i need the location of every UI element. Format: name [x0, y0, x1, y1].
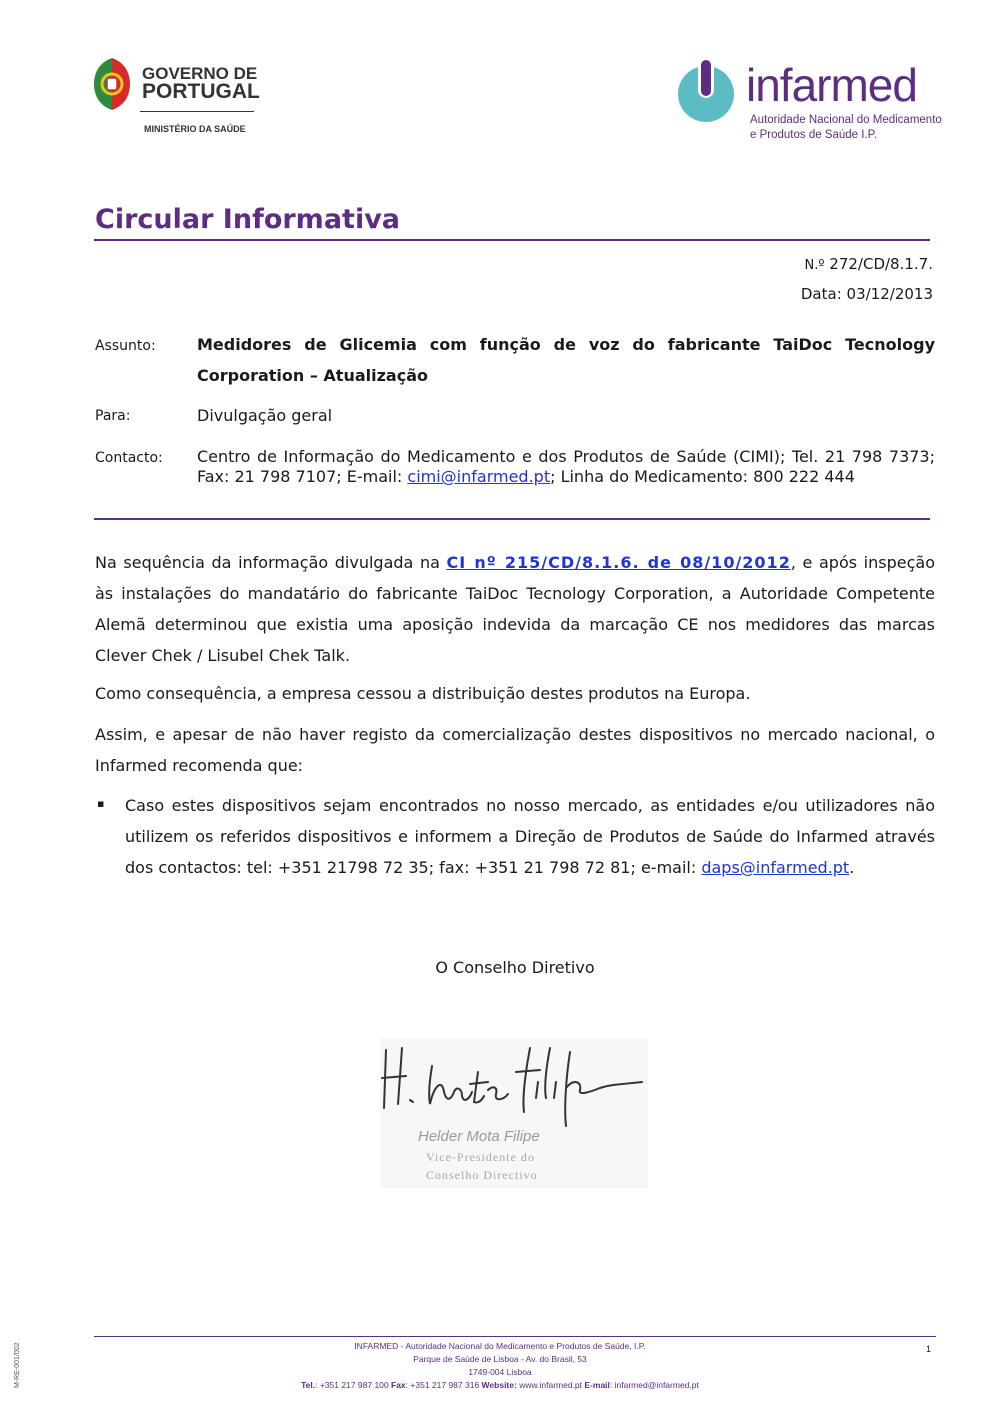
portugal-flag-icon — [92, 56, 132, 112]
assunto-line1: Medidores de Glicemia com função de voz do fabricante TaiDoc Tecnology — [197, 335, 935, 354]
footer-tel: : +351 217 987 100 — [315, 1380, 392, 1390]
footer-line1: INFARMED - Autoridade Nacional do Medicamento e Produtos de Saúde, I.P. — [354, 1341, 646, 1351]
contacto-text2: ; Linha do Medicamento: 800 222 444 — [550, 467, 855, 486]
number-value: 272/CD/8.1.7. — [829, 255, 933, 273]
assunto-line2: Corporation – Atualização — [197, 366, 428, 385]
date-value: 03/12/2013 — [846, 285, 933, 303]
gov-logo-line2: PORTUGAL — [142, 80, 260, 103]
footer-email-label: E-mail — [584, 1380, 610, 1390]
gov-logo-divider — [140, 111, 254, 112]
footer-web-label: Website: — [481, 1380, 517, 1390]
document-form-code: M-RE-001/002 — [14, 1342, 21, 1388]
gov-logo-ministry: MINISTÉRIO DA SAÚDE — [144, 124, 246, 134]
footer-line2: Parque de Saúde de Lisboa - Av. do Brasil, 53 — [413, 1354, 587, 1364]
closing-signoff: O Conselho Diretivo — [435, 958, 595, 977]
ci-215-link[interactable]: CI nº 215/CD/8.1.6. de 08/10/2012 — [446, 553, 791, 572]
number-label: N.º — [804, 258, 825, 273]
infarmed-tagline-1: Autoridade Nacional do Medicamento — [750, 114, 942, 126]
bullet-square-icon: ▪ — [97, 797, 105, 810]
page-number: 1 — [926, 1344, 932, 1354]
infarmed-wordmark: infarmed — [746, 59, 917, 111]
daps-email-link[interactable]: daps@infarmed.pt — [701, 858, 850, 877]
document-title: Circular Informativa — [95, 204, 401, 235]
circular-number — [805, 255, 933, 273]
contacto-value — [197, 447, 935, 487]
footer-line3: 1749-004 Lisboa — [468, 1367, 532, 1377]
infarmed-tagline-2: e Produtos de Saúde I.P. — [750, 129, 878, 141]
paragraph-3: Assim, e apesar de não haver registo da comercialização destes dispositivos no mercado nacional, o Infarmed recomenda que: — [95, 725, 935, 775]
title-underline — [94, 239, 930, 241]
bullet-item — [125, 790, 935, 883]
bullet-text: Caso estes dispositivos sejam encontrados no nosso mercado, as entidades e/ou utilizadores não utilizem os referidos dispositivos e informem a Direção de Produtos de Saúde do Infarmed através dos contactos: tel: +351 21798 72 35; fax: +351 21 798 72 81; e-mail: — [125, 796, 935, 877]
signature-image — [380, 1038, 648, 1188]
signatory-role-line2: Conselho Directivo — [426, 1168, 538, 1182]
footer-tel-label: Tel. — [301, 1380, 316, 1390]
para-label: Para: — [95, 408, 131, 424]
footer-email: : infarmed@infarmed.pt — [609, 1380, 699, 1390]
paragraph-1 — [95, 547, 935, 671]
infarmed-logo — [676, 56, 942, 152]
p1-after: , e após inspeção às instalações do mandatário do fabricante TaiDoc Tecnology Corporation, a Autoridade Competente Alemã determinou que existia uma aposição indevida da marcação CE nos medidores das marcas Clever Chek / Lisubel Chek Talk. — [95, 553, 935, 665]
footer-rule — [94, 1336, 936, 1337]
gov-logo-line1: GOVERNO DE — [142, 64, 258, 83]
governo-portugal-logo — [92, 56, 262, 140]
footer-contacts — [0, 1380, 1000, 1390]
footer-web: www.infarmed.pt — [516, 1380, 585, 1390]
paragraph-2: Como consequência, a empresa cessou a distribuição destes produtos na Europa. — [95, 684, 751, 703]
contacto-label: Contacto: — [95, 450, 163, 466]
handwritten-signature-icon — [380, 1038, 648, 1128]
infarmed-mark-icon — [676, 56, 736, 122]
circular-date — [801, 285, 933, 303]
assunto-label: Assunto: — [95, 338, 156, 354]
signatory-name: Helder Mota Filipe — [418, 1128, 540, 1145]
date-label: Data: — [800, 285, 842, 303]
footer-fax-label: Fax — [391, 1380, 406, 1390]
cimi-email-link[interactable]: cimi@infarmed.pt — [407, 467, 551, 486]
signatory-role-line1: Vice-Presidente do — [426, 1150, 535, 1164]
bullet-end: . — [849, 858, 855, 877]
para-value: Divulgação geral — [197, 406, 333, 425]
p1-before: Na sequência da informação divulgada na — [95, 553, 447, 572]
contacto-text1: Centro de Informação do Medicamento e dos Produtos de Saúde (CIMI); Tel. 21 798 7373; Fax: 21 798 7107; E-mail: — [197, 447, 935, 486]
header-bottom-rule — [94, 518, 930, 520]
footer-fax: : +351 217 987 316 — [405, 1380, 482, 1390]
